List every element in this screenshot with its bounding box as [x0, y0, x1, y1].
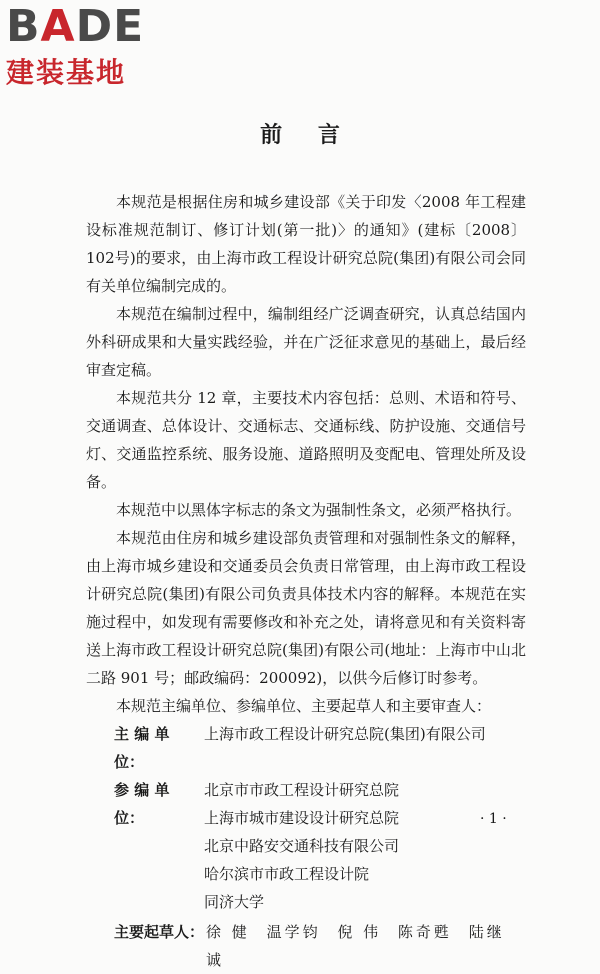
- drafter-name: 温学钧: [266, 923, 321, 941]
- logo-mark-part1: B: [6, 1, 41, 52]
- logo-mark-part2: DE: [75, 1, 145, 52]
- participating-unit: 哈尔滨市市政工程设计院: [204, 865, 370, 883]
- page-title: 前 言: [260, 123, 354, 148]
- paragraph: 本规范中以黑体字标志的条文为强制性条文，必须严格执行。: [116, 501, 522, 519]
- drafters-list: [206, 918, 526, 974]
- logo: [6, 2, 176, 90]
- paragraph: 本规范在编制过程中，编制组经广泛调查研究，认真总结国内外科研成果和大量实践经验，并在广泛征求意见的基础上，最后经审查定稿。: [86, 305, 526, 379]
- drafter-name: 陈奇甦: [397, 923, 452, 941]
- paragraph: 本规范由住房和城乡建设部负责管理和对强制性条文的解释，由上海市城乡建设和交通委员会负责日常管理，由上海市政工程设计研究总院(集团)有限公司负责具体技术内容的解释。本规范在实施过程中，如发现有需要修改和补充之处，请将意见和有关资料寄送上海市政工程设计研究总院(集团)有限公司(地址：上海市中山北二路 901 号；邮政编码：200092)，以供今后修订时参考。: [86, 529, 526, 687]
- drafter-name: 徐 健: [206, 923, 250, 941]
- paragraph: 本规范主编单位、参编单位、主要起草人和主要审查人：: [116, 697, 492, 715]
- chief-unit-row: [86, 720, 526, 776]
- logo-mark: [6, 2, 176, 52]
- page-number: · 1 ·: [480, 811, 507, 827]
- drafters-row: [86, 918, 526, 974]
- drafter-name: 陆继诚: [206, 923, 505, 969]
- units-list: [86, 720, 526, 974]
- paragraph: 本规范共分 12 章，主要技术内容包括：总则、术语和符号、交通调查、总体设计、交通标志、交通标线、防护设施、交通信号灯、交通监控系统、服务设施、道路照明及变配电、管理处所及设备。: [86, 389, 526, 491]
- chief-unit-value: 上海市政工程设计研究总院(集团)有限公司: [204, 725, 486, 743]
- drafters-label: 主要起草人：: [114, 923, 205, 941]
- participating-units-row: [86, 776, 526, 916]
- participating-units-label: 参 编 单 位：: [114, 781, 170, 827]
- drafter-name: 倪 伟: [337, 923, 382, 941]
- participating-unit: 上海市城市建设设计研究总院: [204, 809, 400, 827]
- logo-mark-accent: A: [40, 1, 76, 52]
- logo-subtitle: 建装基地: [6, 56, 127, 89]
- participating-unit: 北京中路安交通科技有限公司: [204, 837, 400, 855]
- participating-unit: 北京市市政工程设计研究总院: [204, 781, 400, 799]
- paragraph: 本规范是根据住房和城乡建设部《关于印发〈2008 年工程建设标准规范制订、修订计划(第一批)〉的通知》(建标〔2008〕102号)的要求，由上海市政工程设计研究总院(集团)有限公司会同有关单位编制完成的。: [86, 193, 526, 295]
- participating-unit: 同济大学: [204, 893, 265, 911]
- chief-unit-label: 主 编 单 位：: [114, 725, 170, 771]
- document-body: [86, 188, 526, 974]
